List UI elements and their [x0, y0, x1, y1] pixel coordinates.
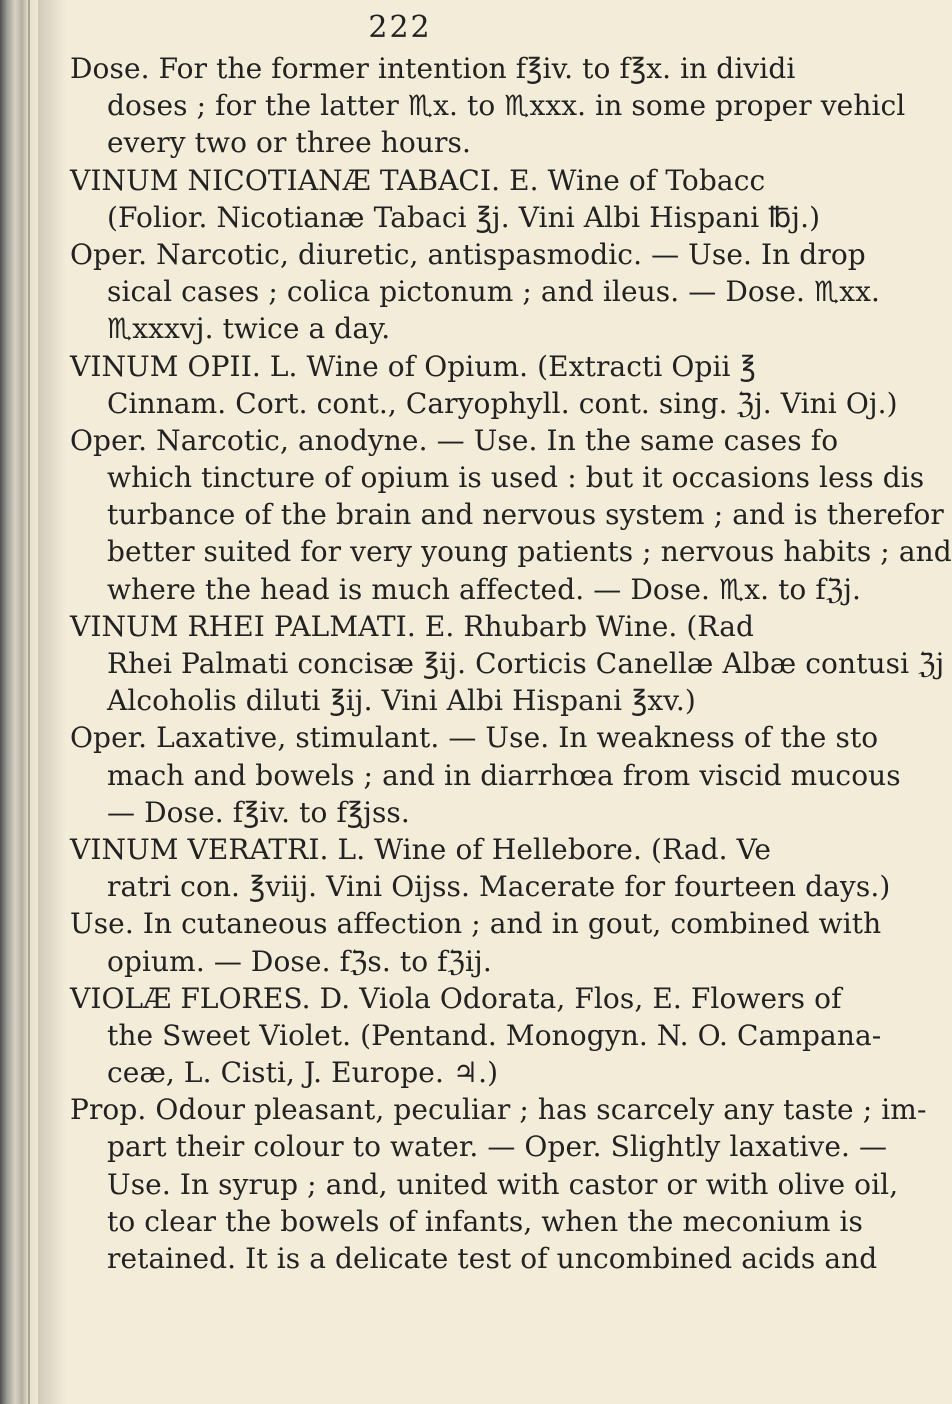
text-line: VIOLÆ FLORES. D. Viola Odorata, Flos, E. Flowers of — [70, 981, 842, 1015]
text-line: better suited for very young patients ; nervous habits ; and — [107, 535, 952, 569]
text-line: Rhei Palmati concisæ ℥ij. Corticis Canellæ Albæ contusi ℨj — [107, 647, 945, 680]
page-gutter-shadow — [38, 0, 66, 1404]
text-line: Alcoholis diluti ℥ij. Vini Albi Hispani ℥xv.) — [107, 684, 696, 718]
text-line: which tincture of opium is used : but it occasions less dis — [107, 461, 925, 495]
text-line: ratri con. ℥viij. Vini Oijss. Macerate for fourteen days.) — [107, 870, 891, 904]
text-line: where the head is much affected. — Dose. ♏︎x. to fℨj. — [107, 572, 861, 606]
text-line: ♏︎xxxvj. twice a day. — [107, 312, 391, 346]
text-line: opium. — Dose. fℨs. to fℨij. — [107, 944, 492, 978]
text-line: Oper. Narcotic, anodyne. — Use. In the same cases fo — [70, 423, 839, 457]
text-line: the Sweet Violet. (Pentand. Monogyn. N. O. Campana- — [107, 1018, 882, 1052]
text-line: VINUM NICOTIANÆ TABACI. E. Wine of Tobacc — [70, 163, 766, 197]
text-line: VINUM VERATRI. L. Wine of Hellebore. (Rad. Ve — [70, 832, 772, 866]
text-line: — Dose. f℥iv. to f℥jss. — [107, 795, 410, 829]
page-text — [70, 50, 952, 1350]
text-line: every two or three hours. — [107, 126, 471, 160]
text-line: Use. In syrup ; and, united with castor or with olive oil, — [107, 1167, 899, 1201]
book-binding — [0, 0, 38, 1404]
text-line: mach and bowels ; and in diarrhœa from viscid mucous — [107, 758, 901, 792]
text-line: doses ; for the latter ♏︎x. to ♏︎xxx. in some proper vehicl — [107, 89, 906, 123]
text-line: sical cases ; colica pictonum ; and ileus. — Dose. ♏︎xx. — [107, 275, 880, 309]
text-line: Dose. For the former intention f℥iv. to f℥x. in dividi — [70, 52, 796, 85]
text-line: Cinnam. Cort. cont., Caryophyll. cont. sing. ℨj. Vini Oj.) — [107, 386, 898, 420]
text-line: VINUM OPII. L. Wine of Opium. (Extracti Opii ℥ — [70, 349, 756, 383]
text-line: (Folior. Nicotianæ Tabaci ℥j. Vini Albi Hispani ℔j.) — [107, 200, 821, 234]
text-line: ceæ, L. Cisti, J. Europe. ♃.) — [107, 1056, 499, 1090]
text-line: Use. In cutaneous affection ; and in gout, combined with — [70, 907, 882, 941]
text-line: part their colour to water. — Oper. Slightly laxative. — — [107, 1130, 888, 1164]
text-line: Oper. Narcotic, diuretic, antispasmodic. — Use. In drop — [70, 237, 866, 271]
text-line: retained. It is a delicate test of uncombined acids and — [107, 1242, 878, 1275]
text-line: VINUM RHEI PALMATI. E. Rhubarb Wine. (Rad — [70, 609, 755, 643]
text-line: Oper. Laxative, stimulant. — Use. In weakness of the sto — [70, 721, 879, 755]
text-line: to clear the bowels of infants, when the meconium is — [107, 1204, 864, 1238]
text-line: Prop. Odour pleasant, peculiar ; has scarcely any taste ; im- — [70, 1093, 927, 1127]
page-number: 222 — [368, 10, 432, 45]
text-line: turbance of the brain and nervous system ; and is therefor — [107, 498, 944, 532]
